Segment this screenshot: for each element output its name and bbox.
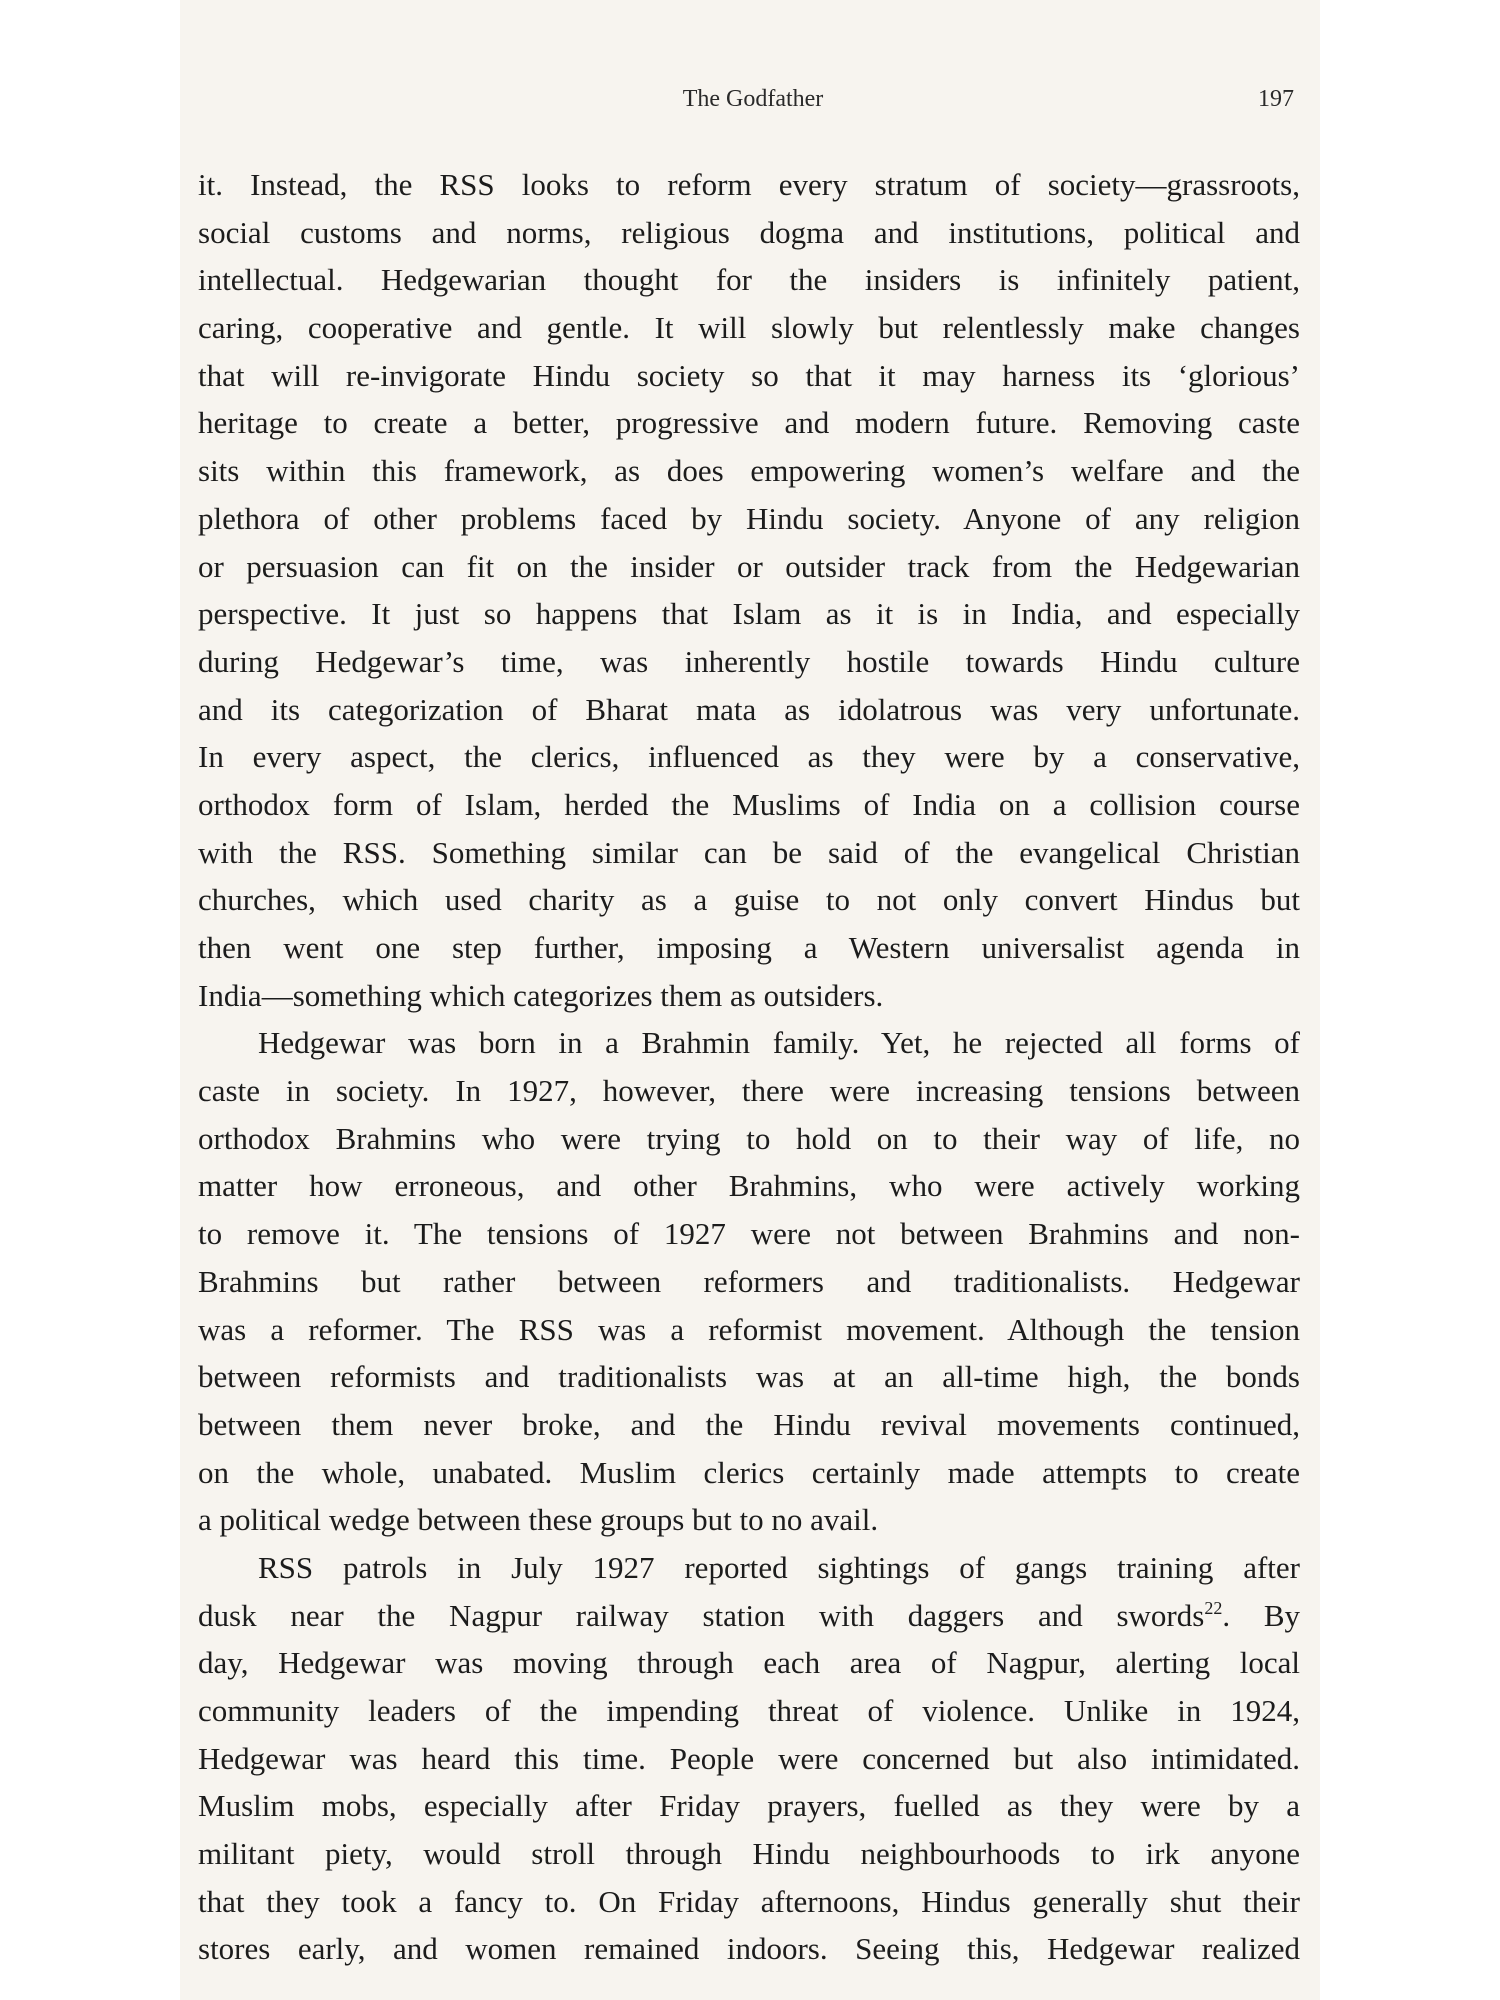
text-line: plethora of other problems faced by Hindu society. Anyone of any religion [198, 500, 1300, 536]
text-line: caring, cooperative and gentle. It will slowly but relentlessly make changes [198, 310, 1300, 346]
text-line: orthodox Brahmins who were trying to hold on to their way of life, no [198, 1120, 1300, 1156]
text-line: churches, which used charity as a guise to not only convert Hindus but [198, 882, 1300, 918]
text-line: to remove it. The tensions of 1927 were not between Brahmins and non- [198, 1216, 1300, 1252]
text-line: between them never broke, and the Hindu revival movements continued, [198, 1406, 1300, 1442]
text-line: caste in society. In 1927, however, there were increasing tensions between [198, 1073, 1300, 1109]
text-line: heritage to create a better, progressive and modern future. Removing caste [198, 405, 1300, 441]
text-line: India—something which categorizes them as outsiders. [198, 977, 884, 1013]
paragraph-start: Hedgewar was born in a Brahmin family. Yet, he rejected all forms of [258, 1025, 1300, 1061]
text-line: between reformists and traditionalists was at an all-time high, the bonds [198, 1359, 1300, 1395]
text-line: it. Instead, the RSS looks to reform every stratum of society—grassroots, [198, 167, 1300, 202]
text-line: community leaders of the impending threat of violence. Unlike in 1924, [198, 1693, 1300, 1728]
text-line: orthodox form of Islam, herded the Muslims of India on a collision course [198, 786, 1300, 822]
text-segment: dusk near the Nagpur railway station with daggers and swords [198, 1597, 1205, 1633]
text-line-with-footnote [198, 1592, 1300, 1640]
text-line: matter how erroneous, and other Brahmins, who were actively working [198, 1168, 1300, 1204]
text-line: perspective. It just so happens that Islam as it is in India, and especially [198, 596, 1300, 632]
text-line: intellectual. Hedgewarian thought for the insiders is infinitely patient, [198, 262, 1300, 298]
paragraph-start: RSS patrols in July 1927 reported sightings of gangs training after [258, 1549, 1300, 1585]
text-line: In every aspect, the clerics, influenced as they were by a conservative, [198, 739, 1300, 775]
footnote-reference[interactable]: 22 [1204, 1597, 1223, 1618]
body-text [198, 161, 1300, 1973]
text-line: on the whole, unabated. Muslim clerics certainly made attempts to create [198, 1454, 1300, 1490]
text-line: militant piety, would stroll through Hindu neighbourhoods to irk anyone [198, 1836, 1300, 1872]
text-line: that they took a fancy to. On Friday afternoons, Hindus generally shut their [198, 1883, 1300, 1919]
text-line: during Hedgewar’s time, was inherently hostile towards Hindu culture [198, 643, 1300, 679]
running-title: The Godfather [682, 86, 824, 112]
text-line: Muslim mobs, especially after Friday prayers, fuelled as they were by a [198, 1788, 1300, 1824]
text-line: day, Hedgewar was moving through each area of Nagpur, alerting local [198, 1645, 1300, 1681]
text-line: social customs and norms, religious dogma and institutions, political and [198, 214, 1300, 250]
page-number: 197 [1258, 86, 1294, 112]
text-line: was a reformer. The RSS was a reformist movement. Although the tension [198, 1311, 1300, 1347]
page-header [198, 86, 1308, 126]
text-line: and its categorization of Bharat mata as idolatrous was very unfortunate. [198, 691, 1300, 727]
text-line: Brahmins but rather between reformers and traditionalists. Hedgewar [198, 1263, 1300, 1299]
text-line: sits within this framework, as does empowering women’s welfare and the [198, 453, 1300, 489]
text-line: Hedgewar was heard this time. People were concerned but also intimidated. [198, 1740, 1300, 1776]
text-line: or persuasion can fit on the insider or outsider track from the Hedgewarian [198, 548, 1300, 584]
text-segment: . By [1222, 1597, 1300, 1633]
text-line: that will re-invigorate Hindu society so that it may harness its ‘glorious’ [198, 357, 1300, 393]
text-line: a political wedge between these groups but to no avail. [198, 1502, 879, 1538]
text-line: then went one step further, imposing a Western universalist agenda in [198, 930, 1300, 965]
text-line: stores early, and women remained indoors. Seeing this, Hedgewar realized [198, 1931, 1300, 1967]
text-line: with the RSS. Something similar can be said of the evangelical Christian [198, 834, 1300, 870]
